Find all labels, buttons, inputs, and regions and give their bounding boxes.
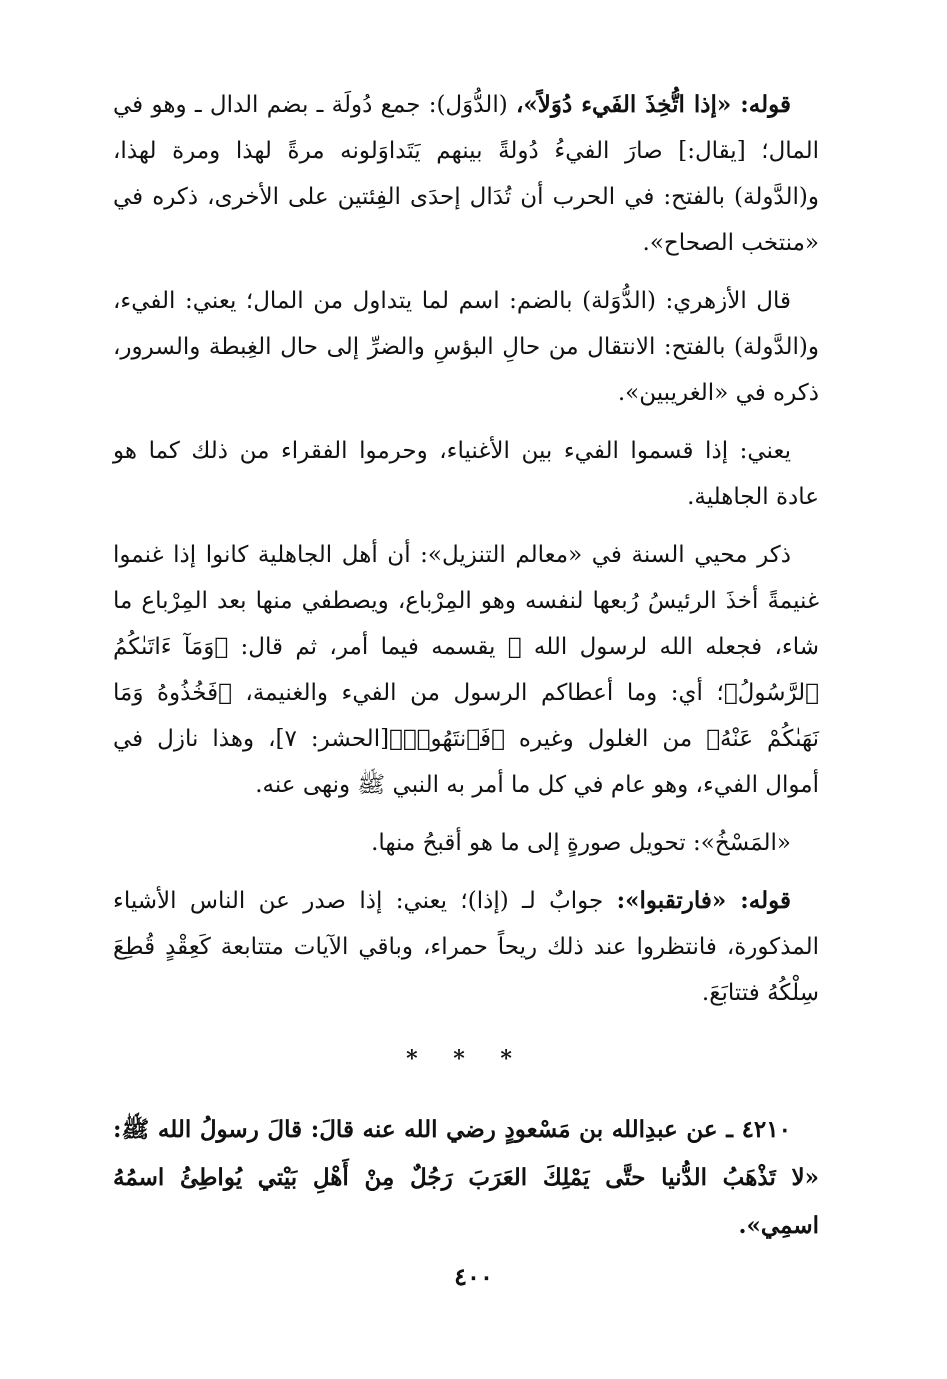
commentary-paragraph-3 — [113, 428, 819, 520]
paragraph-text-1: (الدُّوَل): جمع دُولَة ـ بضم الدال ـ وهو في المال؛ [يقال:] صارَ الفيءُ دُولةً بينهم يَتَداوَلونه مرةً لهذا ومرة لهذا، و(الدَّولة) بالفتح: في الحرب أن تُدَال إحدَى الفِئتين على الأخرى، ذكره في «منتخب الصحاح». — [113, 92, 819, 256]
paragraph-text-5: «المَسْخُ»: تحويل صورةٍ إلى ما هو أقبحُ منها. — [371, 830, 791, 856]
commentary-paragraph-6 — [113, 878, 819, 1016]
page-body — [113, 82, 819, 1250]
page-number: ٤٠٠ — [454, 1262, 493, 1291]
commentary-paragraph-2 — [113, 278, 819, 416]
paragraph-text-6: جوابٌ لـ (إذا)؛ يعني: إذا صدر عن الناس الأشياء المذكورة، فانتظروا عند ذلك ريحاً حمراء، وباقي الآيات متتابعة كَعِقْدٍ قُطِعَ سِلْكُهُ فتتابَعَ. — [113, 888, 819, 1006]
quote-lead-6: قوله: «فارتقبوا»: — [616, 887, 791, 914]
commentary-paragraph-5 — [113, 820, 819, 866]
hadith-text: ٤٢١٠ ـ عن عبدِالله بن مَسْعودٍ رضي الله عنه قالَ: قالَ رسولُ الله ﷺ: «لا تَذْهَبُ الدُّنيا حتَّى يَمْلِكَ العَرَبَ رَجُلٌ مِنْ أَهْلِ بَيْتي يُواطِئُ اسمُهُ اسمِي». — [113, 1116, 819, 1239]
section-divider: * * * — [406, 1046, 526, 1072]
commentary-paragraph-1 — [113, 82, 819, 266]
paragraph-text-2: قال الأزهري: (الدُّوَلة) بالضم: اسم لما يتداول من المال؛ يعني: الفيء، و(الدَّولة) بالفتح: الانتقال من حالِ البؤسِ والضرِّ إلى حال الغِبطة والسرور، ذكره في «الغريبين». — [113, 288, 819, 406]
paragraph-text-3: يعني: إذا قسموا الفيء بين الأغنياء، وحرموا الفقراء من ذلك كما هو عادة الجاهلية. — [113, 438, 819, 510]
paragraph-text-4: ذكر محيي السنة في «معالم التنزيل»: أن أهل الجاهلية كانوا إذا غنموا غنيمةً أخذَ الرئيسُ رُبعها لنفسه وهو المِرْباع، ويصطفي منها بعد المِرْباع ما شاء، فجعله الله لرسول الله ﷺ يقسمه فيما أمر، ثم قال: ﴿وَمَآ ءَاتَىٰكُمُ ٱلرَّسُولُ﴾؛ أي: وما أعطاكم الرسول من الفيء والغنيمة، ﴿فَخُذُوهُ وَمَا نَهَىٰكُمْ عَنْهُ﴾ من الغلول وغيره ﴿فَٱنتَهُوا۟﴾[الحشر: ٧]، وهذا نازل في أموال الفيء، وهو عام في كل ما أمر به النبي ﷺ ونهى عنه. — [113, 542, 820, 798]
quote-lead-1: قوله: «إذا اتُّخِذَ الفَيء دُوَلاً»، — [515, 91, 791, 118]
commentary-paragraph-4 — [113, 532, 819, 808]
